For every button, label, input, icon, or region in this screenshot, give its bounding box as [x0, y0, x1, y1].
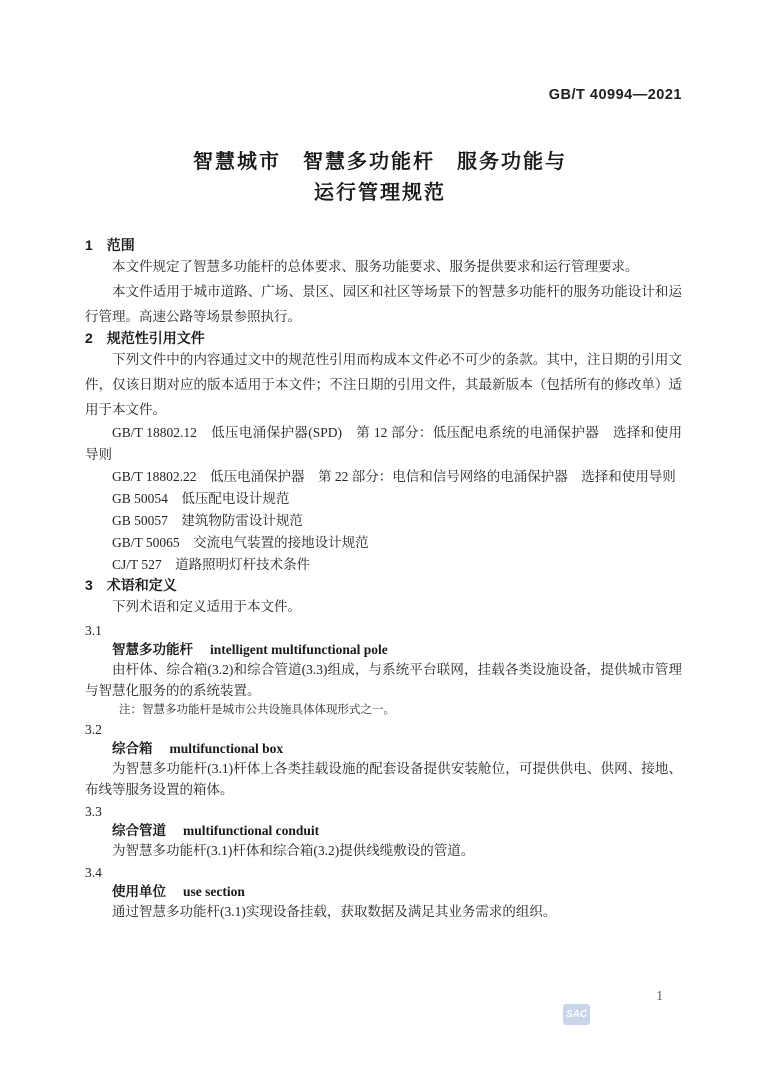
term-number: 3.3 [85, 804, 102, 819]
term-head [85, 640, 682, 659]
term-zh: 使用单位 [112, 884, 166, 899]
document-body [85, 236, 682, 922]
sac-watermark-logo [563, 1004, 590, 1025]
term-definition-text: 为智慧多功能杆(3.1)杆体上各类挂载设施的配套设备提供安装舱位，可提供供电、供网、接地、布线等服务设置的箱体。 [85, 761, 682, 797]
term-en: use section [183, 884, 245, 899]
term-en: intelligent multifunctional pole [210, 642, 388, 657]
section-2-intro: 下列文件中的内容通过文中的规范性引用而构成本文件必不可少的条款。其中，注日期的引用文件，仅该日期对应的版本适用于本文件；不注日期的引用文件，其最新版本（包括所有的修改单）适用于本文件。 [85, 352, 682, 417]
term-en: multifunctional conduit [183, 823, 320, 838]
reference-item: GB 50054 低压配电设计规范 [112, 491, 290, 506]
term-definition-text: 通过智慧多功能杆(3.1)实现设备挂载，获取数据及满足其业务需求的组织。 [112, 904, 557, 919]
section-1-paragraph-1: 本文件规定了智慧多功能杆的总体要求、服务功能要求、服务提供要求和运行管理要求。 [112, 259, 639, 274]
reference-item: GB/T 50065 交流电气装置的接地设计规范 [112, 535, 369, 550]
term-number: 3.2 [85, 722, 102, 737]
section-1-paragraph-2: 本文件适用于城市道路、广场、景区、园区和社区等场景下的智慧多功能杆的服务功能设计和运行管理。高速公路等场景参照执行。 [85, 284, 682, 324]
term-head [85, 882, 682, 901]
term-definition-3-1 [85, 622, 682, 718]
term-head [85, 821, 682, 840]
doc-title-line1: 智慧城市 智慧多功能杆 服务功能与 [193, 151, 567, 173]
term-zh: 智慧多功能杆 [112, 642, 193, 657]
term-zh: 综合箱 [112, 741, 153, 756]
section-3-heading: 3 术语和定义 [85, 577, 177, 593]
reference-list [85, 422, 682, 576]
term-number: 3.4 [85, 865, 102, 880]
doc-code: GB/T 40994—2021 [548, 87, 682, 103]
page-number: 1 [656, 988, 663, 1003]
term-note: 注：智慧多功能杆是城市公共设施具体体现形式之一。 [119, 704, 395, 716]
term-definition-3-2 [85, 721, 682, 800]
doc-title [0, 147, 760, 209]
term-zh: 综合管道 [112, 823, 166, 838]
term-number: 3.1 [85, 623, 102, 638]
term-definition-text: 由杆体、综合箱(3.2)和综合管道(3.3)组成，与系统平台联网，挂载各类设施设备，提供城市管理与智慧化服务的的系统装置。 [85, 662, 682, 698]
term-definition-text: 为智慧多功能杆(3.1)杆体和综合箱(3.2)提供线缆敷设的管道。 [112, 843, 475, 858]
section-3-intro: 下列术语和定义适用于本文件。 [112, 599, 301, 614]
reference-item: GB/T 18802.12 低压电涌保护器(SPD) 第 12 部分：低压配电系统的电涌保护器 选择和使用导则 [85, 425, 682, 462]
term-head [85, 739, 682, 758]
section-2-heading: 2 规范性引用文件 [85, 330, 205, 346]
term-definition-3-4 [85, 864, 682, 922]
doc-title-line2: 运行管理规范 [314, 182, 446, 204]
sac-watermark-text: SAC [565, 1009, 588, 1020]
reference-item: CJ/T 527 道路照明灯杆技术条件 [112, 557, 311, 572]
reference-item: GB 50057 建筑物防雷设计规范 [112, 513, 303, 528]
term-en: multifunctional box [169, 741, 284, 756]
reference-item: GB/T 18802.22 低压电涌保护器 第 22 部分：电信和信号网络的电涌保护器 选择和使用导则 [112, 469, 676, 484]
term-definition-3-3 [85, 803, 682, 861]
section-1-heading: 1 范围 [85, 237, 135, 253]
